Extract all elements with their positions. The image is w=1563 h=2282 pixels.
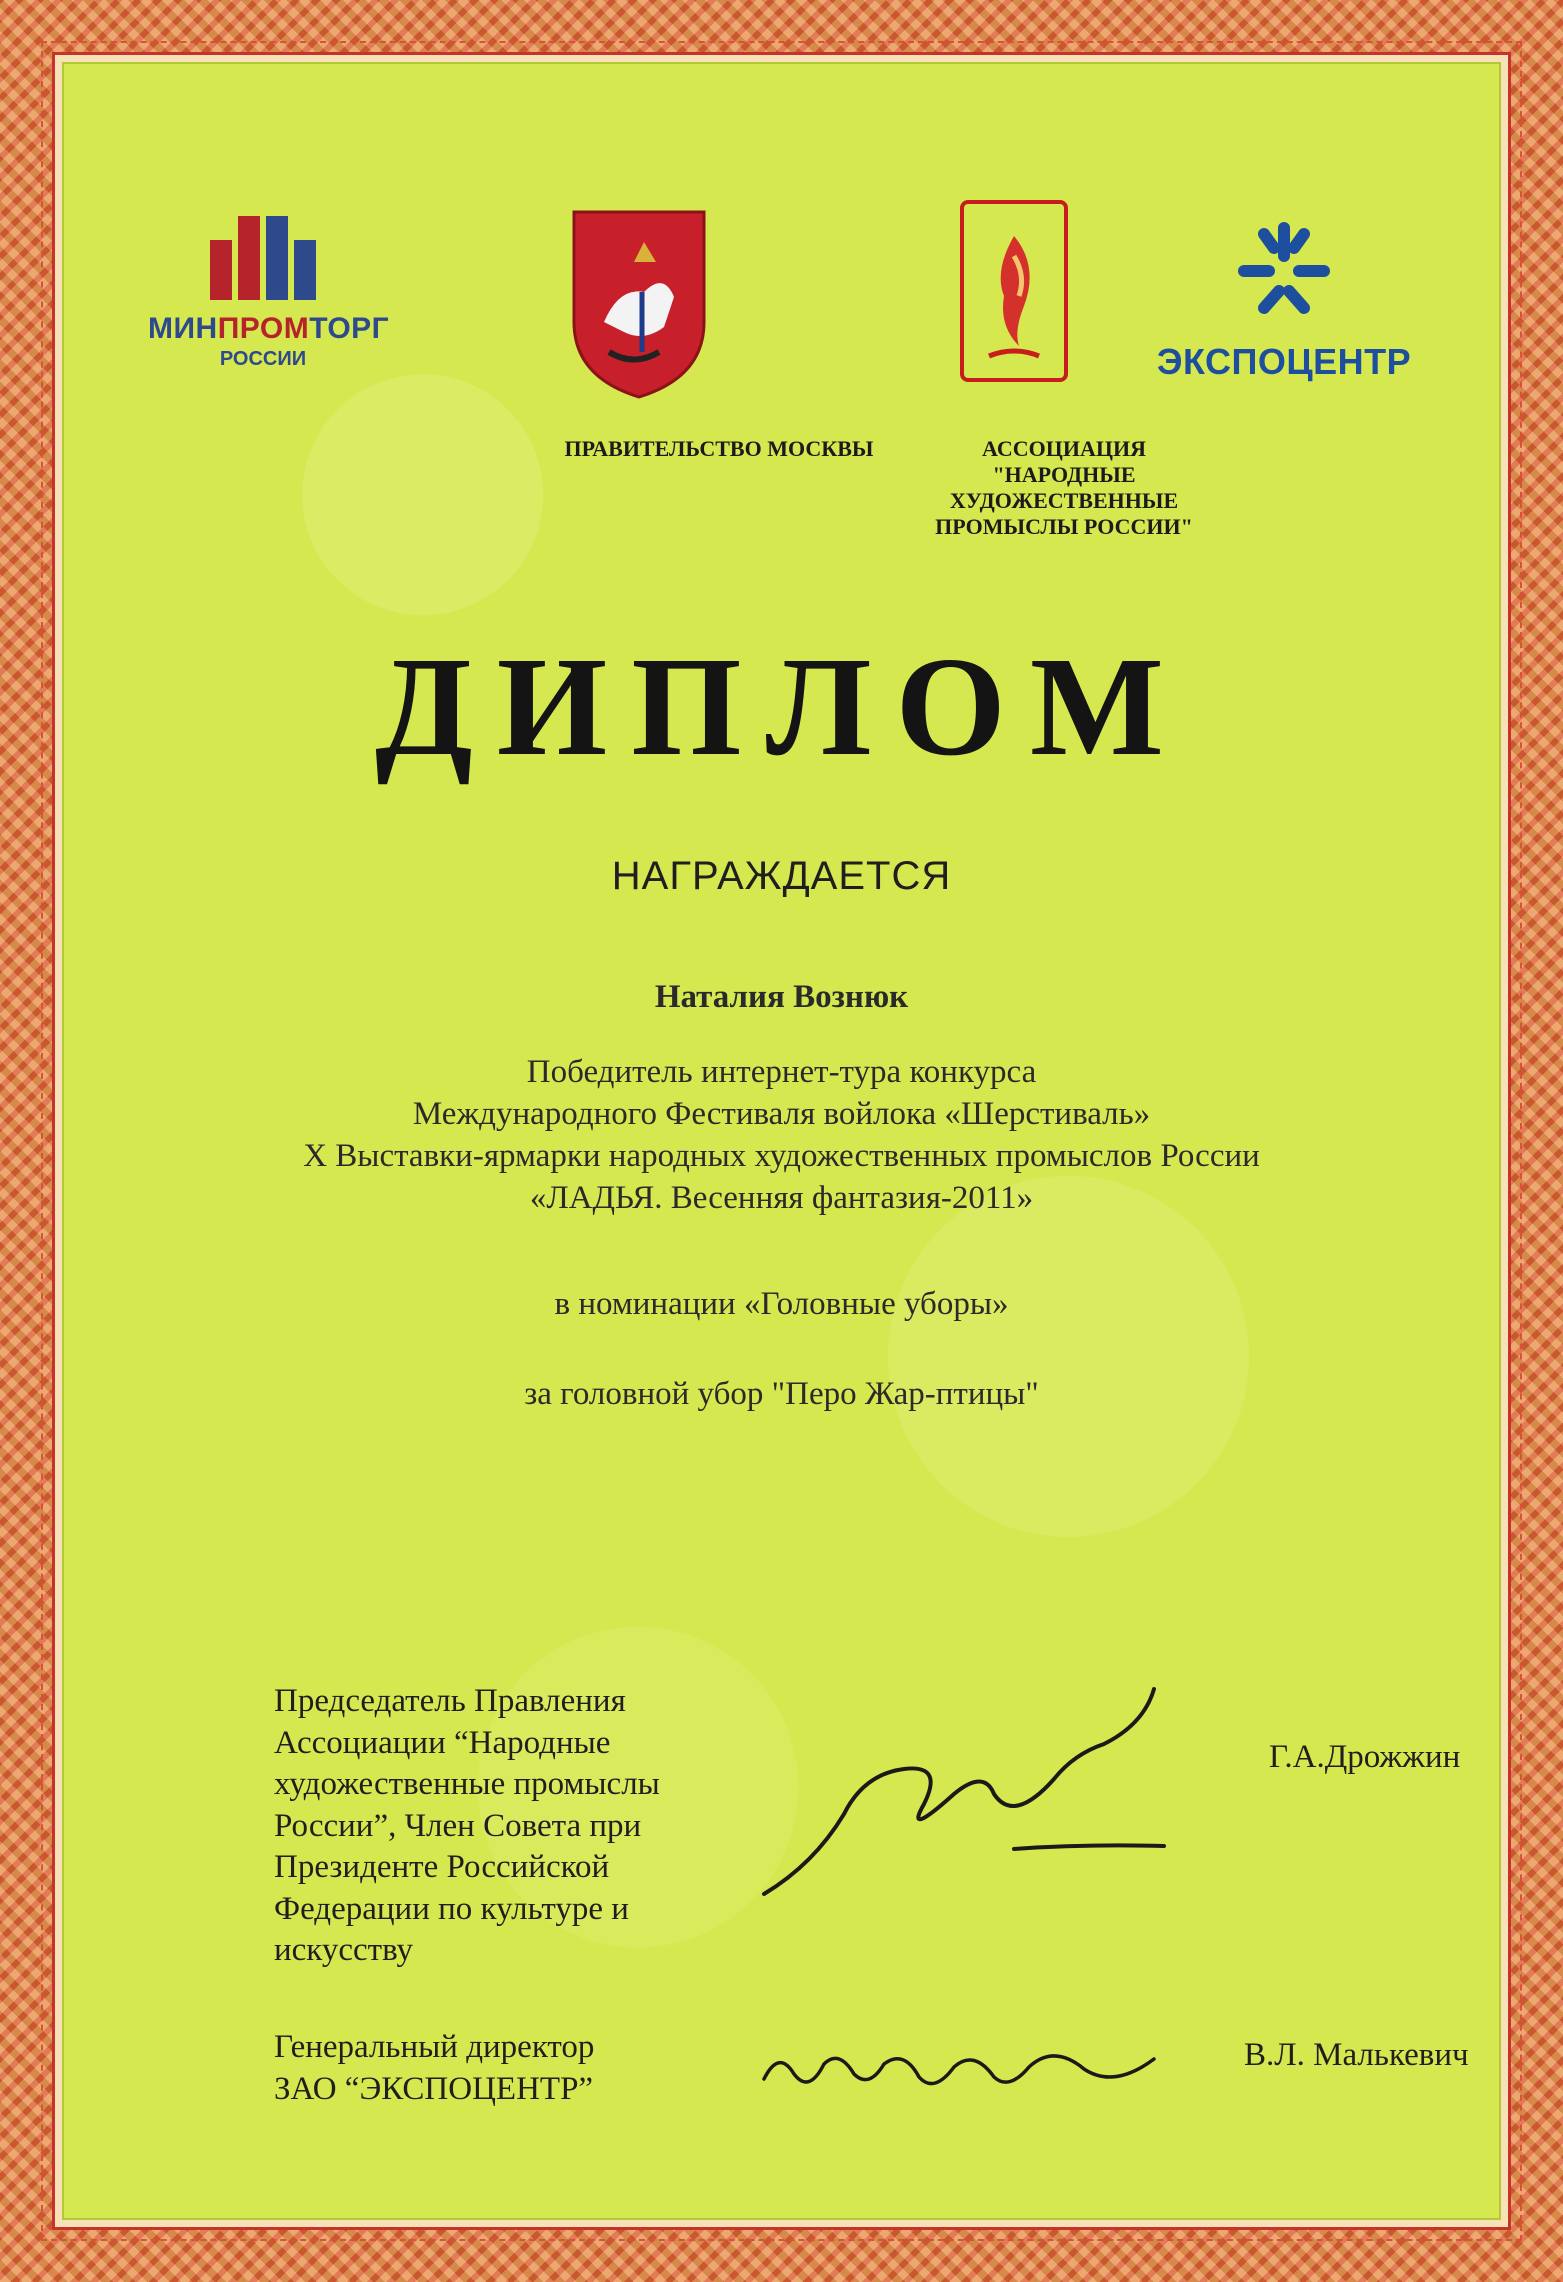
description-line: X Выставки-ярмарки народных художественных промыслов России	[303, 1137, 1260, 1174]
minpromtorg-subtitle: РОССИИ	[219, 348, 307, 370]
association-label	[864, 436, 1264, 540]
minpromtorg-wordmark: МИНПРОМТОРГ	[148, 312, 390, 345]
signature-2-icon	[754, 2029, 1174, 2109]
nomination-text: в номинации «Головные уборы»	[554, 1286, 1009, 1322]
signatory-title-line: ЗАО “ЭКСПОЦЕНТР”	[274, 2070, 594, 2107]
signatory-title-line: Председатель Правления	[274, 1683, 626, 1719]
signatory-title-line: Президенте Российской	[274, 1849, 610, 1886]
signatory-1-name: Г.А.Дрожжин	[1269, 1739, 1461, 1775]
signatory-title-line: художественные промыслы	[274, 1766, 660, 1803]
moscow-government-label: ПРАВИТЕЛЬСТВО МОСКВЫ	[564, 436, 874, 461]
signatory-title-line: Федерации по культуре и	[274, 1890, 629, 1927]
description-line: «ЛАДЬЯ. Весенняя фантазия-2011»	[529, 1179, 1034, 1216]
minpromtorg-bars-icon	[148, 216, 378, 300]
signatory-2-title	[274, 2027, 774, 2110]
description-line: Победитель интернет-тура конкурса	[526, 1054, 1037, 1090]
signatory-1-title	[274, 1681, 774, 1972]
diploma-title: ДИПЛОМ	[375, 627, 1188, 785]
diploma-paper	[62, 62, 1501, 2220]
association-label-line: "НАРОДНЫЕ	[992, 461, 1136, 487]
association-label-line: АССОЦИАЦИЯ	[982, 436, 1146, 461]
minpromtorg-logo	[148, 216, 390, 371]
award-description	[224, 1052, 1339, 1220]
moscow-coat-of-arms-icon	[564, 202, 714, 407]
signatory-title-line: Ассоциации “Народные	[274, 1724, 611, 1761]
signatory-title-line: России”, Член Совета при	[274, 1807, 642, 1844]
description-line: Международного Фестиваля войлока «Шерстиваль»	[412, 1095, 1151, 1132]
signature-1-icon	[754, 1684, 1174, 1924]
award-item-text: за головной убор "Перо Жар-птицы"	[524, 1376, 1039, 1412]
signatory-title-line: искусству	[274, 1932, 414, 1969]
expocentre-wordmark: ЭКСПОЦЕНТР	[1156, 341, 1412, 382]
signatory-2-name: В.Л. Малькевич	[1244, 2037, 1469, 2073]
folk-crafts-association-icon	[954, 196, 1074, 391]
signatory-title-line: Генеральный директор	[274, 2029, 595, 2065]
association-label-line: ХУДОЖЕСТВЕННЫЕ	[949, 487, 1179, 513]
association-label-line: ПРОМЫСЛЫ РОССИИ"	[935, 513, 1193, 539]
awarded-label: НАГРАЖДАЕТСЯ	[611, 854, 952, 898]
awardee-name: Наталия Вознюк	[654, 979, 909, 1015]
logo-row	[64, 146, 1499, 406]
expocentre-star-icon	[1224, 216, 1344, 326]
expocentre-logo	[1154, 216, 1414, 383]
